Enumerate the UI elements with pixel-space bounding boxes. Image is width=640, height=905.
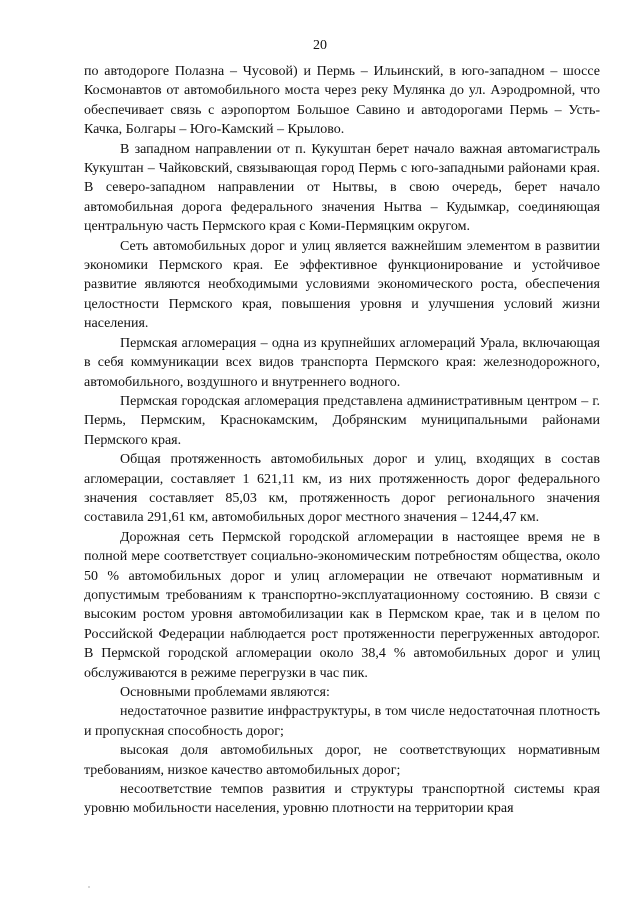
paragraph: несоответствие темпов развития и структуры транспортной системы края уровню мобильности населения, уровню плотности на территории края [84, 782, 600, 817]
paragraph: высокая доля автомобильных дорог, не соответствующих нормативным требованиям, низкое качество автомобильных дорог; [84, 743, 600, 778]
paragraph: Основными проблемами являются: [120, 685, 330, 700]
paragraph: Дорожная сеть Пермской городской агломерации в настоящее время не в полной мере соответствует социально-экономическим потребностям общества, около 50 % автомобильных дорог и улиц агломерации не отвечают нормативным и допустимым требованиям к транспортно-эксплуатационному состоянию. В связи с высоким ростом уровня автомобилизации как в Пермском крае, так и в целом по Российской Федерации наблюдается рост протяженности перегруженных автодорог. В Пермской городской агломерации около 38,4 % автомобильных дорог и улиц обслуживаются в режиме перегрузки в час пик. [84, 529, 600, 681]
paragraph: Пермская городская агломерация представлена административным центром – г. Пермь, Пермским, Краснокамским, Добрянским муниципальными районами Пермского края. [84, 393, 600, 448]
paragraph: Пермская агломерация – одна из крупнейших агломераций Урала, включающая в себя коммуникации всех видов транспорта Пермского края: железнодорожного, автомобильного, воздушного и внутреннего водного. [84, 335, 600, 390]
paragraph: В западном направлении от п. Кукуштан берет начало важная автомагистраль Кукуштан – Чайковский, связывающая город Пермь с юго-западными районами края. В северо-западном направлении от Нытвы, в свою очередь, берет начало автомобильная дорога федерального значения Нытва – Кудымкар, соединяющая центральную часть Пермского края с Коми-Пермяцким округом. [84, 141, 600, 235]
body-text [84, 62, 600, 819]
scan-speck [88, 886, 90, 888]
paragraph: Сеть автомобильных дорог и улиц является важнейшим элементом в развитии экономики Пермского края. Ее эффективное функционирование и устойчивое развитие являются необходимыми условиями экономического роста, обеспечения целостности Пермского края, повышения уровня и улучшения условий жизни населения. [84, 238, 600, 332]
paragraph: по автодороге Полазна – Чусовой) и Пермь – Ильинский, в юго-западном – шоссе Космонавтов от автомобильного моста через реку Мулянка до ул. Аэродромной, что обеспечивает связь с аэропортом Большое Савино и автодорогами Пермь – Усть-Качка, Болгары – Юго-Камский – Крылово. [84, 64, 600, 138]
paragraph: Общая протяженность автомобильных дорог и улиц, входящих в состав агломерации, составляет 1 621,11 км, из них протяженность дорог федерального значения составляет 85,03 км, протяженность дорог регионального значения составила 291,61 км, автомобильных дорог местного значения – 1244,47 км. [84, 452, 600, 526]
page-number: 20 [313, 38, 327, 53]
paragraph: недостаточное развитие инфраструктуры, в том числе недостаточная плотность и пропускная способность дорог; [84, 704, 600, 739]
